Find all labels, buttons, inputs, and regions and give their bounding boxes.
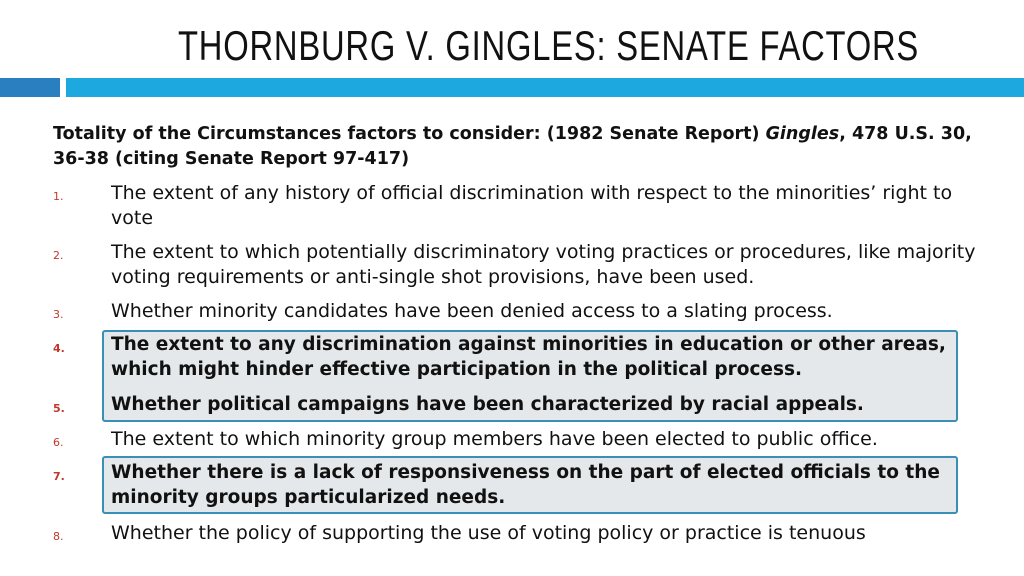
list-item [53, 333, 983, 382]
intro-part1: Totality of the Circumstances factors to consider: (1982 Senate Report) [53, 124, 766, 144]
header-bar-accent [0, 78, 60, 97]
list-item [53, 181, 983, 230]
slide-title: THORNBURG V. GINGLES: SENATE FACTORS [178, 22, 920, 69]
intro-part2: , 478 U.S. 30, 36-38 (citing Senate Report 97-417) [53, 124, 972, 169]
case-name: Gingles [765, 124, 840, 144]
item-text: Whether political campaigns have been characterized by racial appeals. [111, 394, 864, 415]
list-item [53, 521, 983, 546]
intro-text [53, 122, 973, 172]
item-text: The extent to which potentially discriminatory voting practices or procedures, like majority voting requirements or anti-single shot provisions, have been used. [111, 241, 976, 288]
header-bar [66, 78, 1024, 97]
list-item [53, 427, 983, 452]
item-number: 3. [53, 308, 64, 321]
item-number: 1. [53, 190, 64, 203]
item-number: 2. [53, 249, 64, 262]
list-item [53, 461, 983, 510]
item-text: Whether the policy of supporting the use of voting policy or practice is tenuous [111, 522, 866, 544]
item-number: 5. [53, 402, 65, 415]
item-number: 8. [53, 530, 64, 543]
list-item [53, 299, 983, 324]
item-text: Whether there is a lack of responsiveness on the part of elected officials to the minority groups particularized needs. [111, 462, 940, 508]
item-number: 6. [53, 436, 64, 449]
item-text: The extent to any discrimination against minorities in education or other areas, which might hinder effective participation in the political process. [111, 334, 946, 380]
item-number: 7. [53, 470, 65, 483]
item-number: 4. [53, 342, 65, 355]
list-item [53, 240, 983, 289]
list-item [53, 393, 983, 418]
item-text: The extent to which minority group members have been elected to public office. [111, 428, 878, 450]
item-text: The extent of any history of official discrimination with respect to the minorities’ right to vote [111, 182, 953, 229]
item-text: Whether minority candidates have been denied access to a slating process. [111, 300, 833, 322]
